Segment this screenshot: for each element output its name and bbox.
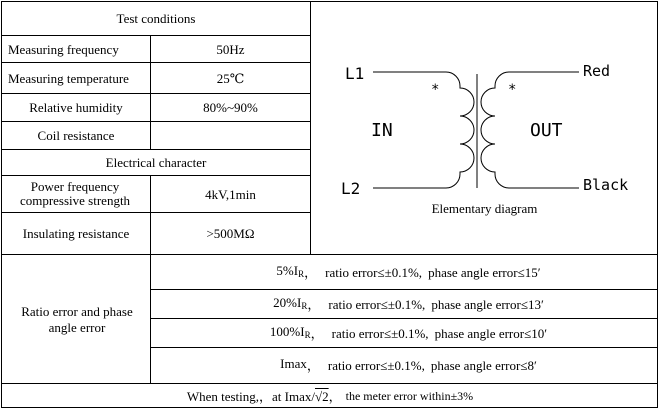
separator: ，	[304, 264, 318, 280]
footer-separator: ，	[328, 388, 342, 404]
relative-humidity-value: 80%~90%	[203, 100, 258, 115]
phase-error-text: phase angle error≤13′	[431, 296, 544, 312]
separator: ，	[307, 296, 321, 312]
coil-resistance-label: Coil resistance	[37, 128, 115, 143]
black-label: Black	[583, 176, 629, 194]
current-label: $20\%I_R$	[273, 294, 308, 311]
power-frequency-label: Power frequency compressive strength	[19, 179, 131, 208]
ratio-row	[151, 255, 658, 289]
phase-error-text: phase angle error≤15′	[428, 264, 541, 280]
relative-humidity-label: Relative humidity	[29, 100, 123, 115]
current-label: $100\%I_R$	[269, 323, 311, 340]
test-conditions-header: Test conditions	[116, 11, 196, 26]
in-label: IN	[371, 120, 393, 141]
footer-error-text: the meter error within±3%	[345, 388, 474, 403]
measuring-temperature-value: 25℃	[216, 70, 245, 86]
separator: ，	[310, 325, 324, 341]
ratio-error-label: Ratio error and phase angle error	[21, 304, 133, 335]
current-label: Imax	[280, 356, 307, 371]
insulating-resistance-value: >500MΩ	[206, 226, 255, 241]
measuring-temperature-label: Measuring temperature	[8, 70, 129, 86]
phase-error-text: phase angle error≤10′	[434, 325, 548, 341]
power-frequency-value: 4kV,1min	[205, 186, 256, 202]
primary-coil	[446, 72, 474, 188]
ratio-row	[151, 348, 658, 383]
l1-label: L1	[345, 64, 365, 83]
insulating-resistance-label: Insulating resistance	[22, 226, 130, 241]
ratio-error-text: ratio error≤±0.1%,	[325, 264, 423, 280]
diagram-caption: Elementary diagram	[431, 200, 538, 216]
coil-resistance-value	[151, 122, 310, 149]
measuring-frequency-label: Measuring frequency	[8, 41, 119, 57]
red-label: Red	[583, 62, 611, 80]
ratio-error-text: ratio error≤±0.1%,	[327, 358, 425, 373]
polarity-dot-primary: *	[431, 82, 440, 98]
ratio-row	[151, 319, 658, 347]
sqrt-two: √2	[314, 388, 329, 404]
footer-text: When testing,，at Imax/	[186, 388, 315, 404]
electrical-character-header: Electrical character	[105, 155, 207, 170]
separator: ，	[306, 358, 320, 373]
current-label: $5\%I_R$	[276, 262, 305, 279]
ratio-error-text: ratio error≤±0.1%,	[331, 325, 429, 341]
measuring-frequency-value: 50Hz	[216, 41, 245, 57]
footer-note	[2, 384, 658, 408]
ratio-error-text: ratio error≤±0.1%,	[328, 296, 426, 312]
secondary-coil	[481, 72, 509, 188]
ratio-row	[151, 290, 658, 318]
l2-label: L2	[341, 179, 361, 198]
out-label: OUT	[530, 120, 563, 141]
polarity-dot-secondary: *	[508, 82, 517, 98]
phase-error-text: phase angle error≤8′	[430, 358, 537, 373]
